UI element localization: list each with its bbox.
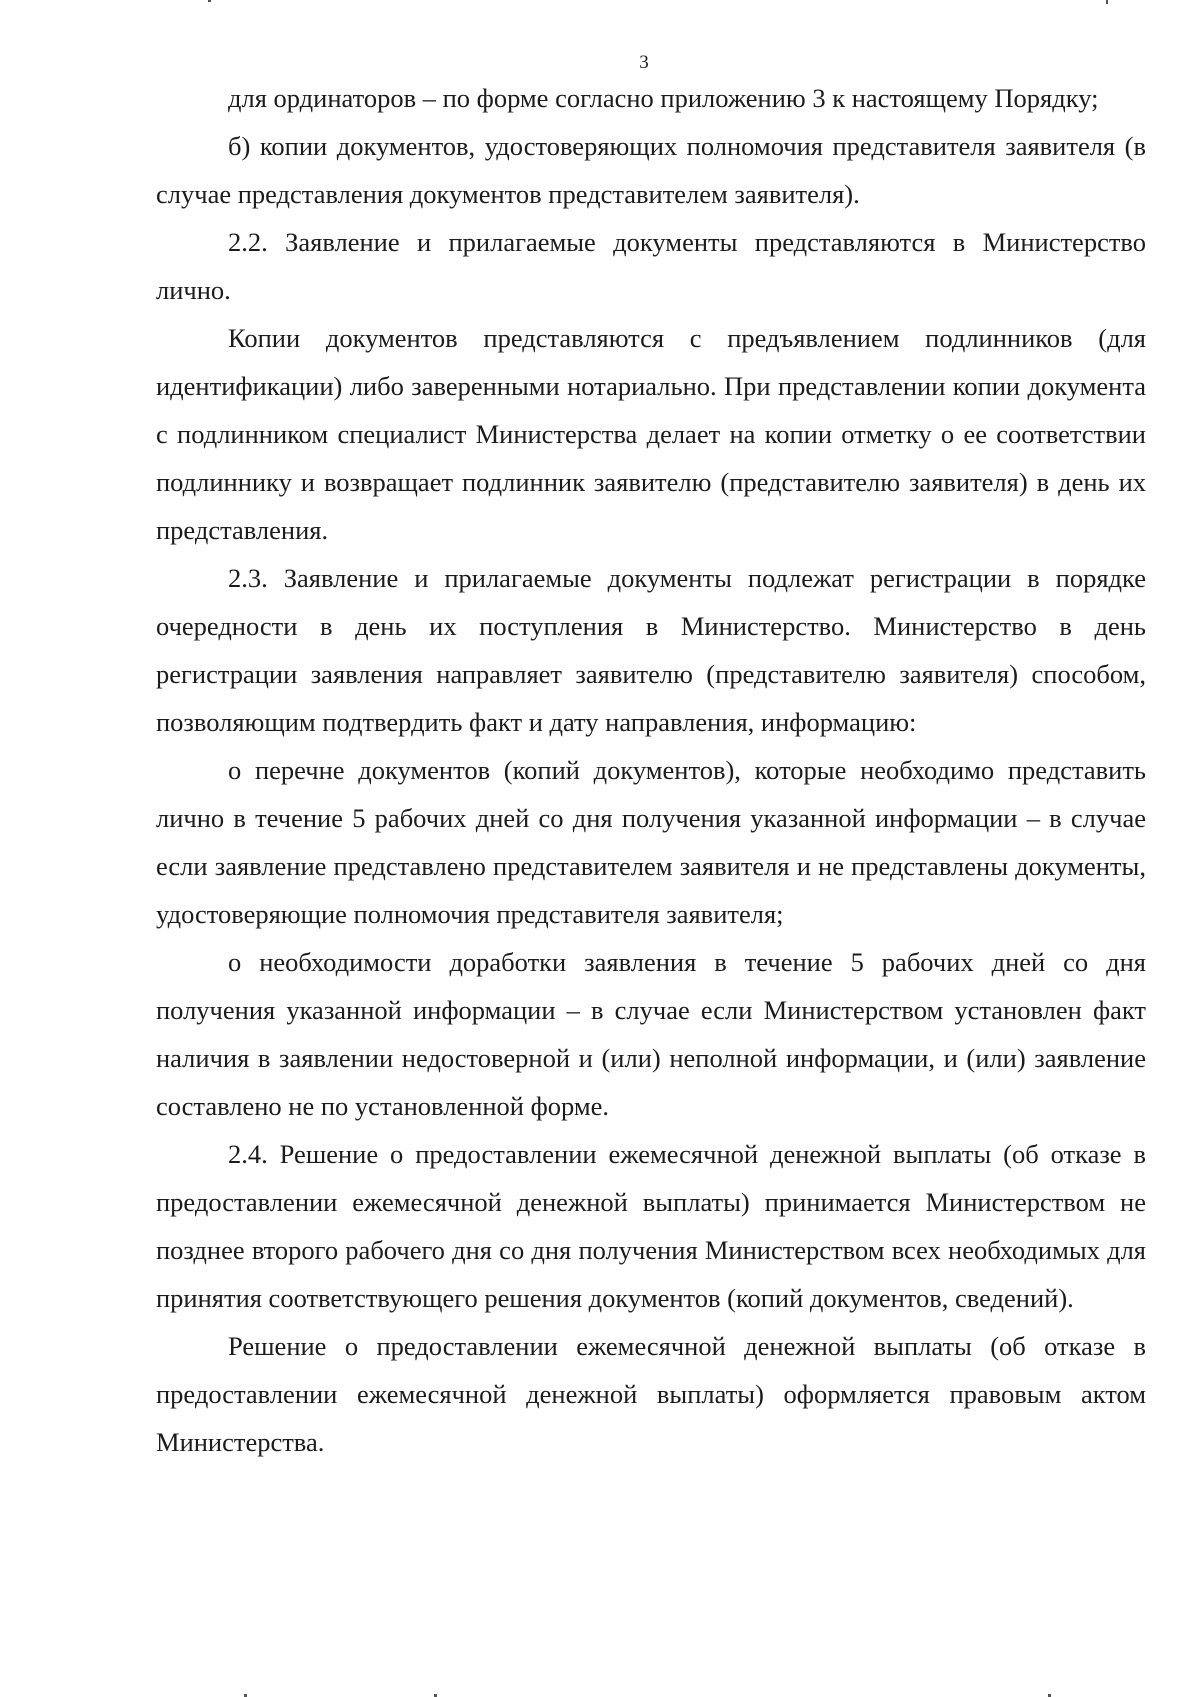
- paragraph-2-3: 2.3. Заявление и прилагаемые документы подлежат регистрации в порядке очередности в день их поступления в Министерство. Министерство в день регистрации заявления направляет заявителю (представителю заявителя) способом, позволяющим подтвердить факт и дату направления, информацию:: [156, 563, 1146, 737]
- paragraph-2-2: 2.2. Заявление и прилагаемые документы представляются в Министерство лично.: [156, 227, 1146, 305]
- scan-edge-mark: [1106, 0, 1108, 4]
- page-number: 3: [639, 52, 649, 73]
- paragraph-decision: Решение о предоставлении ежемесячной денежной выплаты (об отказе в предоставлении ежемесячной денежной выплаты) оформляется правовым актом Министерства.: [156, 1331, 1146, 1457]
- paragraph-copies: Копии документов представляются с предъявлением подлинников (для идентификации) либо заверенными нотариально. При представлении копии документа с подлинником специалист Министерства делает на копии отметку о ее соответствии подлиннику и возвращает подлинник заявителю (представителю заявителя) в день их представления.: [156, 323, 1146, 545]
- paragraph-item-b: б) копии документов, удостоверяющих полномочия представителя заявителя (в случае представления документов представителем заявителя).: [156, 131, 1146, 209]
- scan-edge-mark: [208, 0, 211, 2]
- paragraph-revision: о необходимости доработки заявления в течение 5 рабочих дней со дня получения указанной информации – в случае если Министерством установлен факт наличия в заявлении недостоверной и (или) неполной информации, и (или) заявление составлено не по установленной форме.: [156, 947, 1146, 1121]
- paragraph-documents-list: о перечне документов (копий документов), которые необходимо представить лично в течение 5 рабочих дней со дня получения указанной информации – в случае если заявление представлено представителем заявителя и не представлены документы, удостоверяющие полномочия представителя заявителя;: [156, 755, 1146, 929]
- document-body: [156, 74, 1146, 1466]
- paragraph-ordinators: для ординаторов – по форме согласно приложению 3 к настоящему Порядку;: [228, 83, 1099, 113]
- paragraph-2-4: 2.4. Решение о предоставлении ежемесячной денежной выплаты (об отказе в предоставлении ежемесячной денежной выплаты) принимается Министерством не позднее второго рабочего дня со дня получения Министерством всех необходимых для принятия соответствующего решения документов (копий документов, сведений).: [156, 1139, 1146, 1313]
